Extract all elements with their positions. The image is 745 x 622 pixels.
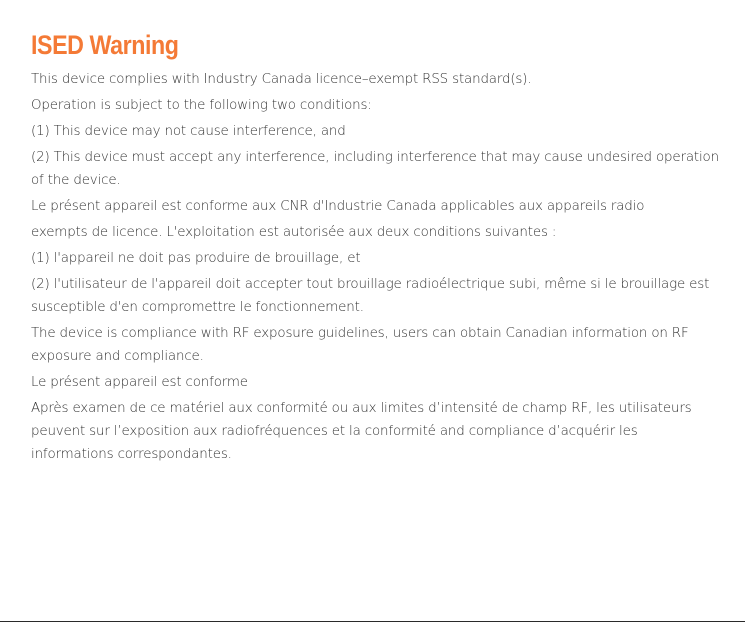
page-title: ISED Warning [31,30,179,60]
document-page [31,28,721,469]
paragraph-fr-rf-conforme: Le présent appareil est conforme [31,375,248,390]
paragraph-rf-exposure: The device is compliance with RF exposure guidelines, users can obtain Canadian information on RF exposure and compliance. [31,326,689,364]
paragraph-fr-conforme: Le présent appareil est conforme aux CNR d'Industrie Canada applicables aux appareils radio [31,199,645,214]
paragraph-fr-condition-1: (1) l'appareil ne doit pas produire de brouillage, et [31,251,361,266]
paragraph-compliance: This device complies with Industry Canada licence–exempt RSS standard(s). [31,72,532,87]
paragraph-condition-2: (2) This device must accept any interference, including interference that may cause undesired operation of the device. [31,150,719,188]
paragraph-conditions: Operation is subject to the following two conditions: [31,98,372,113]
paragraph-fr-condition-2: (2) l'utilisateur de l'appareil doit accepter tout brouillage radioélectrique subi, même si le brouillage est susceptible d'en compromettre le fonctionnement. [31,277,710,315]
paragraph-condition-1: (1) This device may not cause interference, and [31,124,346,139]
paragraph-fr-exploitation: exempts de licence. L'exploitation est autorisée aux deux conditions suivantes : [31,225,557,240]
paragraph-fr-rf-exposure: Après examen de ce matériel aux conformité ou aux limites d’intensité de champ RF, les utilisateurs peuvent sur l’exposition aux radiofréquences et la conformité and compliance d’acquérir les informations correspondantes. [31,401,692,462]
